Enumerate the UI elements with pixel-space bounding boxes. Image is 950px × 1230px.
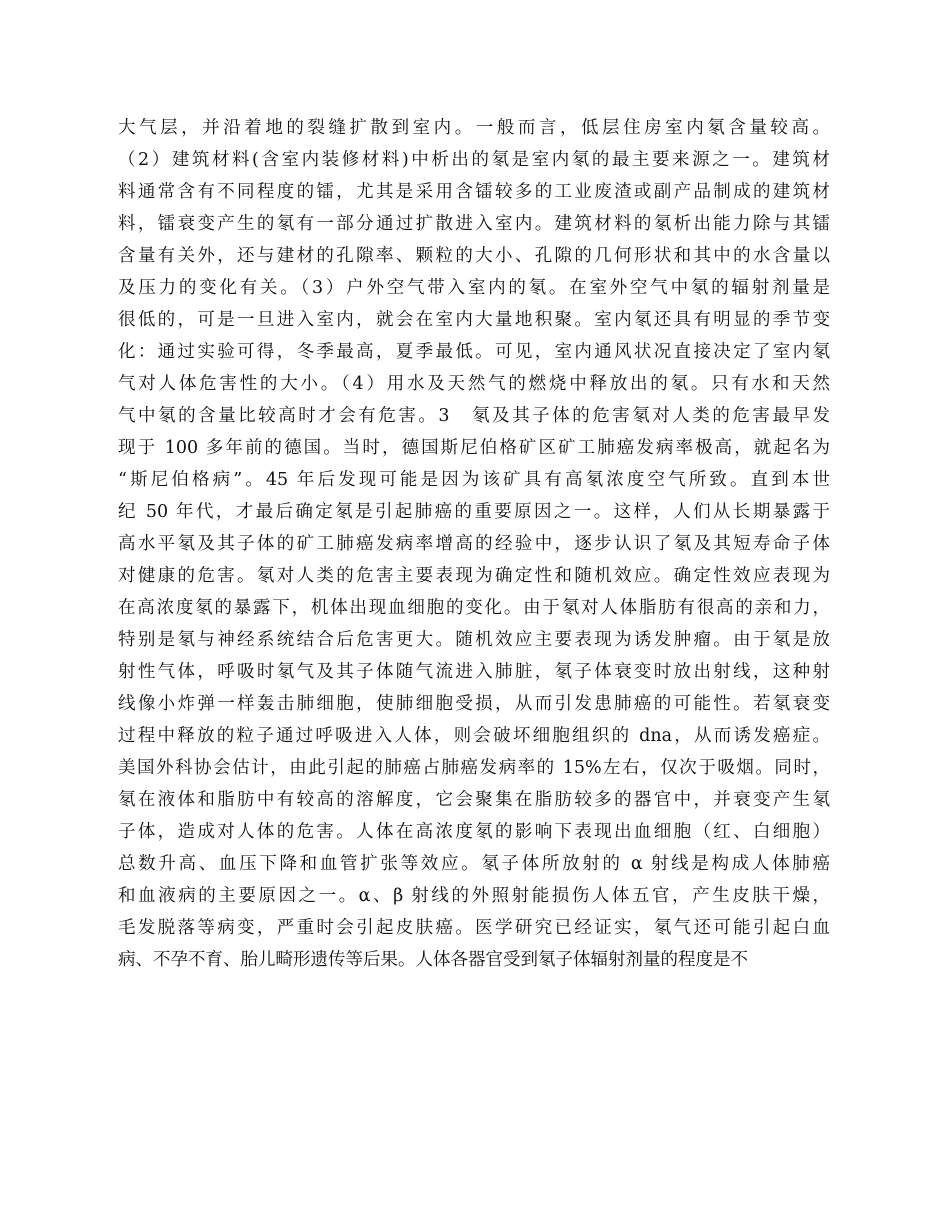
- text-line: 美国外科协会估计，由此引起的肺癌占肺癌发病率的 15%左右，仅次于吸烟。同时，: [118, 758, 830, 778]
- text-line: 气对人体危害性的大小。（4）用水及天然气的燃烧中释放出的氡。只有水和天然: [118, 374, 830, 394]
- text-line: 总数升高、血压下降和血管扩张等效应。氡子体所放射的 α 射线是构成人体肺癌: [118, 854, 830, 874]
- text-line: 过程中释放的粒子通过呼吸进入人体，则会破坏细胞组织的 dna，从而诱发癌症。: [118, 726, 830, 746]
- document-body: [118, 112, 830, 976]
- text-line: 含量有关外，还与建材的孔隙率、颗粒的大小、孔隙的几何形状和其中的水含量以: [118, 246, 830, 266]
- text-line: 气中氡的含量比较高时才会有危害。3 氡及其子体的危害氡对人类的危害最早发: [118, 406, 830, 426]
- text-line: 料通常含有不同程度的镭，尤其是采用含镭较多的工业废渣或副产品制成的建筑材: [118, 182, 830, 202]
- text-line: “斯尼伯格病”。45 年后发现可能是因为该矿具有高氡浓度空气所致。直到本世: [118, 470, 830, 490]
- text-line: 对健康的危害。氡对人类的危害主要表现为确定性和随机效应。确定性效应表现为: [118, 566, 830, 586]
- text-line: 特别是氡与神经系统结合后危害更大。随机效应主要表现为诱发肿瘤。由于氡是放: [118, 630, 830, 650]
- text-line: 射性气体，呼吸时氡气及其子体随气流进入肺脏，氡子体衰变时放出射线，这种射: [118, 662, 830, 682]
- text-line: 大气层，并沿着地的裂缝扩散到室内。一般而言，低层住房室内氡含量较高。: [118, 118, 830, 138]
- text-line: （2）建筑材料(含室内装修材料)中析出的氡是室内氡的最主要来源之一。建筑材: [118, 150, 830, 170]
- text-line: 很低的，可是一旦进入室内，就会在室内大量地积聚。室内氡还具有明显的季节变: [118, 310, 830, 330]
- text-line: 现于 100 多年前的德国。当时，德国斯尼伯格矿区矿工肺癌发病率极高，就起名为: [118, 438, 830, 458]
- text-line: 线像小炸弹一样轰击肺细胞，使肺细胞受损，从而引发患肺癌的可能性。若氡衰变: [118, 694, 830, 714]
- text-line: 和血液病的主要原因之一。α、β 射线的外照射能损伤人体五官，产生皮肤干燥，: [118, 886, 830, 906]
- text-line: 纪 50 年代，才最后确定氡是引起肺癌的重要原因之一。这样，人们从长期暴露于: [118, 502, 830, 522]
- text-line: 子体，造成对人体的危害。人体在高浓度氡的影响下表现出血细胞（红、白细胞）: [118, 822, 830, 842]
- text-line: 病、不孕不育、胎儿畸形遗传等后果。人体各器官受到氡子体辐射剂量的程度是不: [118, 950, 748, 970]
- text-line: 毛发脱落等病变，严重时会引起皮肤癌。医学研究已经证实，氡气还可能引起白血: [118, 918, 830, 938]
- text-line: 料，镭衰变产生的氡有一部分通过扩散进入室内。建筑材料的氡析出能力除与其镭: [118, 214, 830, 234]
- text-line: 及压力的变化有关。（3）户外空气带入室内的氡。在室外空气中氡的辐射剂量是: [118, 278, 830, 298]
- text-line: 氡在液体和脂肪中有较高的溶解度，它会聚集在脂肪较多的器官中，并衰变产生氡: [118, 790, 830, 810]
- text-line: 高水平氡及其子体的矿工肺癌发病率增高的经验中，逐步认识了氡及其短寿命子体: [118, 534, 830, 554]
- text-line: 在高浓度氡的暴露下，机体出现血细胞的变化。由于氡对人体脂肪有很高的亲和力，: [118, 598, 830, 618]
- text-line: 化：通过实验可得，冬季最高，夏季最低。可见，室内通风状况直接决定了室内氡: [118, 342, 830, 362]
